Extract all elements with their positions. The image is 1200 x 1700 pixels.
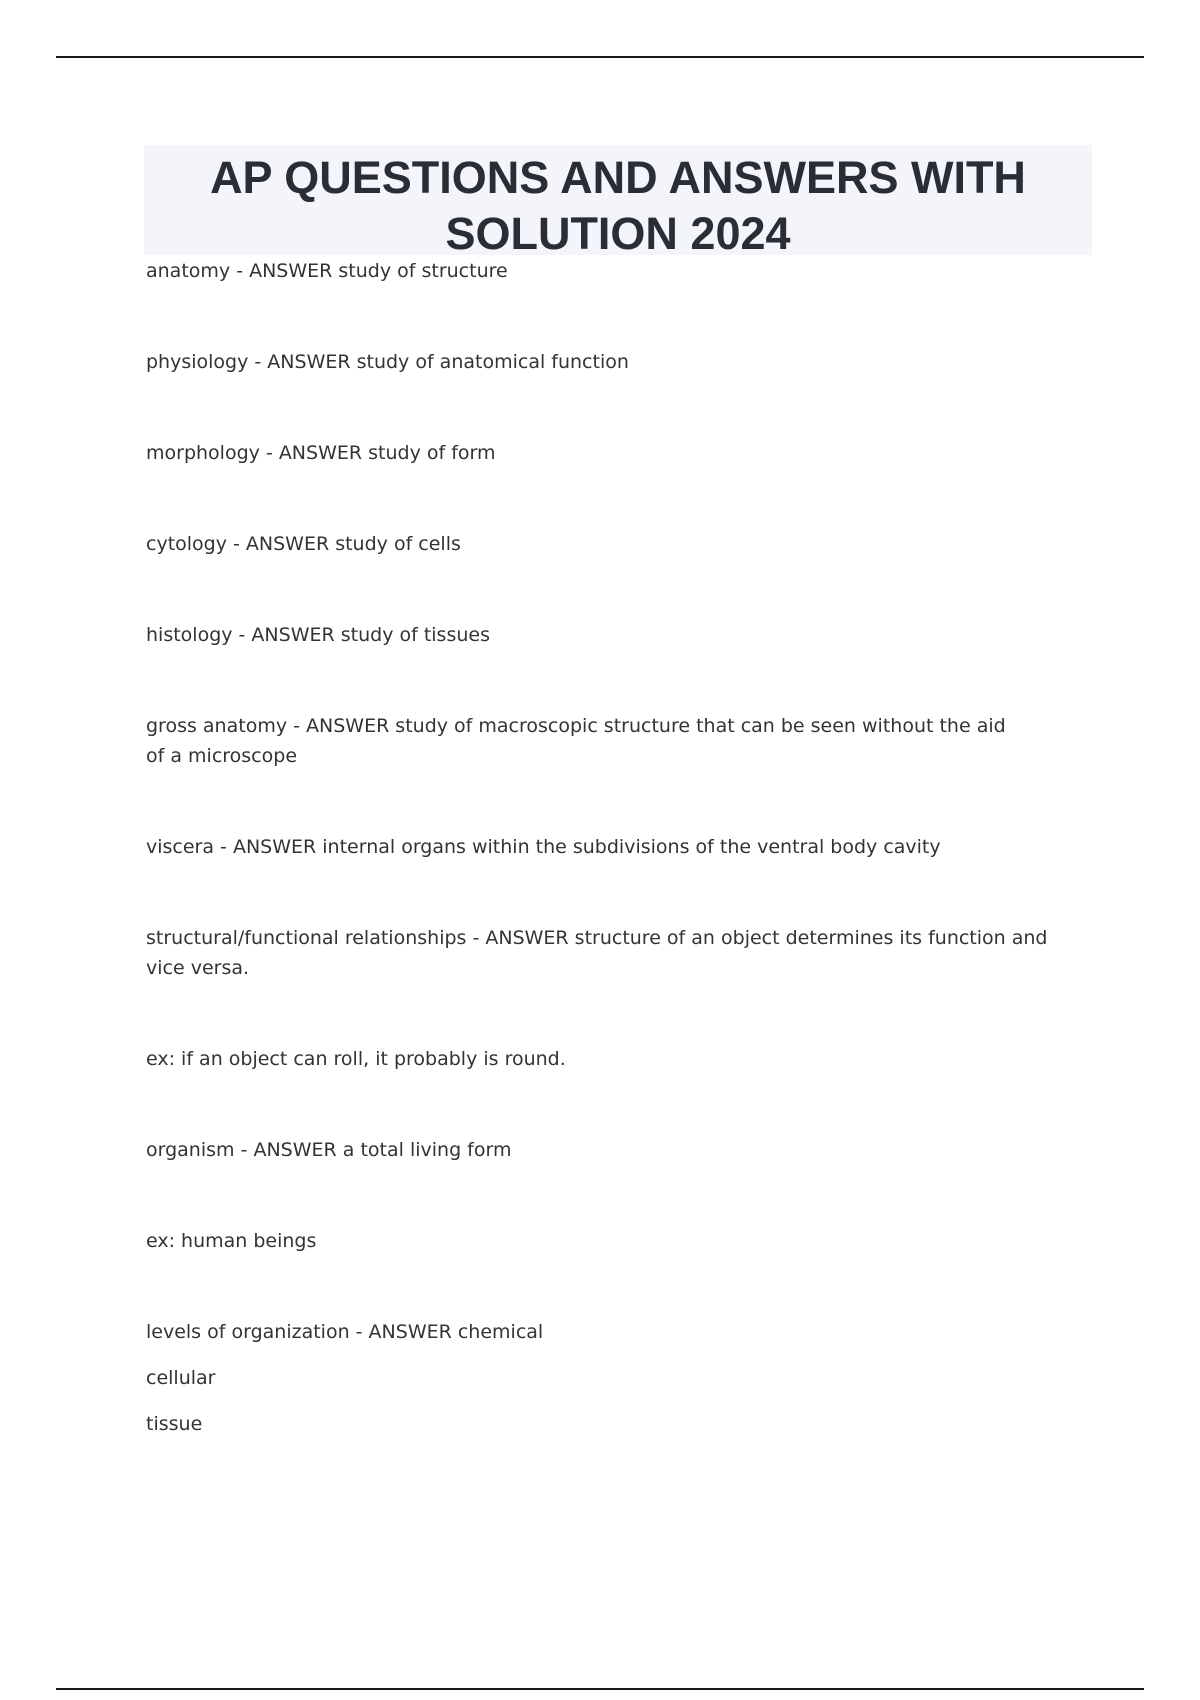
document-title: [144, 145, 1092, 262]
qa-entry-anatomy: anatomy - ANSWER study of structure: [146, 260, 508, 282]
title-line-1: AP QUESTIONS AND ANSWERS WITH: [210, 152, 1026, 203]
title-banner: [144, 145, 1092, 259]
qa-entry-morphology: morphology - ANSWER study of form: [146, 442, 496, 464]
qa-entry-gross-anatomy: gross anatomy - ANSWER study of macroscopic structure that can be seen without the aid of a microscope: [146, 715, 1012, 767]
qa-entry-physiology: physiology - ANSWER study of anatomical function: [146, 351, 629, 373]
qa-entry-levels-of-organization: levels of organization - ANSWER chemical: [146, 1321, 544, 1343]
top-rule: [56, 56, 1144, 58]
qa-entry-histology: histology - ANSWER study of tissues: [146, 624, 490, 646]
qa-entry-organism: organism - ANSWER a total living form: [146, 1139, 512, 1161]
qa-entry-cytology: cytology - ANSWER study of cells: [146, 533, 461, 555]
qa-entry-viscera: viscera - ANSWER internal organs within the subdivisions of the ventral body cavity: [146, 836, 941, 858]
qa-example-human: ex: human beings: [146, 1230, 317, 1252]
qa-example-roll: ex: if an object can roll, it probably is round.: [146, 1048, 566, 1070]
bottom-rule: [56, 1688, 1144, 1690]
qa-level-cellular: cellular: [146, 1367, 216, 1389]
qa-entry-structural-functional: structural/functional relationships - ANSWER structure of an object determines its function and vice versa.: [146, 927, 1054, 979]
title-line-2: SOLUTION 2024: [445, 208, 791, 259]
qa-level-tissue: tissue: [146, 1413, 203, 1435]
